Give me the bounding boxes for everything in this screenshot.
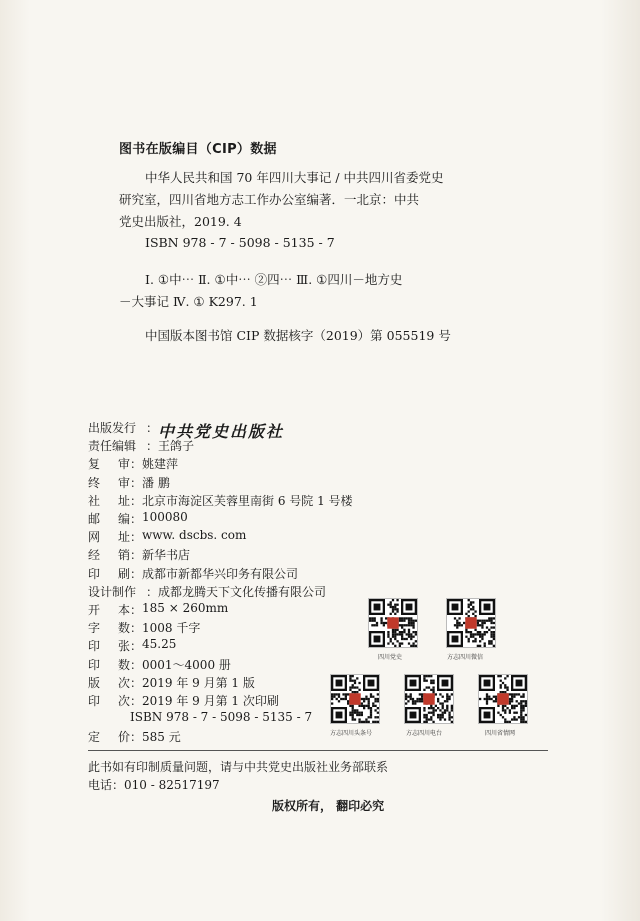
info-label: 印刷 [88, 566, 130, 581]
info-row [88, 510, 188, 527]
info-label: 开本 [88, 603, 130, 617]
qr-code-fangzhi-toutiao [330, 674, 380, 724]
quality-notice: 此书如有印制质量问题，请与中共党史出版社业务部联系 [88, 760, 389, 774]
info-colon: ： [130, 493, 143, 508]
info-row [88, 474, 170, 491]
info-row [88, 492, 353, 509]
info-row [88, 637, 176, 654]
info-row [88, 583, 326, 600]
info-colon: ： [146, 439, 159, 454]
info-row [88, 601, 228, 618]
info-value: 2019 年 9 月第 1 次印刷 [142, 694, 279, 708]
info-value: 585 元 [142, 730, 181, 745]
info-row [88, 674, 255, 691]
cip-line-2: 研究室，四川省地方志工作办公室编著．一北京：中共 [119, 192, 420, 207]
info-row [88, 619, 200, 636]
qr-caption-2: 方志四川微信 [447, 654, 484, 661]
info-colon: ： [130, 530, 143, 545]
info-value: 北京市海淀区芙蓉里南街 6 号院 1 号楼 [142, 493, 353, 508]
info-colon: ： [130, 730, 143, 745]
info-label: 出版发行 [88, 421, 137, 435]
info-colon: ： [130, 548, 143, 563]
info-row [88, 565, 298, 582]
cip-isbn: ISBN 978 - 7 - 5098 - 5135 - 7 [145, 235, 335, 250]
qr-caption-3: 方志四川头条号 [330, 730, 373, 737]
info-colon: ： [130, 512, 143, 526]
info-label: 印张 [88, 639, 130, 654]
qr-code-fangzhi-radio [404, 674, 454, 724]
info-colon: ： [146, 584, 159, 599]
info-value: 潘 鹏 [142, 475, 170, 490]
info-row [88, 710, 312, 724]
info-value: 1008 千字 [142, 621, 201, 636]
info-value: 成都市新都华兴印务有限公司 [142, 566, 299, 581]
info-value: 2019 年 9 月第 1 版 [142, 675, 255, 690]
cip-title: 图书在版编目（CIP）数据 [119, 142, 277, 157]
info-value: 新华书店 [142, 548, 191, 563]
info-row [88, 455, 178, 472]
info-row [88, 528, 246, 545]
info-label: 社址 [88, 493, 130, 508]
info-row [88, 728, 181, 745]
qr-caption-1: 四川党史 [378, 654, 403, 661]
qr-caption-5: 四川省情网 [485, 730, 516, 737]
info-colon: ： [130, 694, 143, 708]
cip-line-1: 中华人民共和国 70 年四川大事记 / 中共四川省委党史 [145, 170, 444, 185]
qr-code-sichuan-info-net [478, 674, 528, 724]
info-colon: ： [130, 675, 143, 690]
qr-code-sichuan-party-history [368, 598, 418, 648]
qr-code-fangzhi-wechat [446, 598, 496, 648]
divider-line [88, 750, 548, 751]
info-colon: ： [130, 657, 143, 672]
info-value: www. dscbs. com [142, 528, 247, 543]
cip-classification-2: －大事记 Ⅳ. ① K297. 1 [119, 294, 258, 309]
info-value: ISBN 978 - 7 - 5098 - 5135 - 7 [130, 710, 313, 725]
info-label: 定价 [88, 730, 130, 745]
info-colon: ： [130, 603, 143, 617]
info-value: 成都龙腾天下文化传播有限公司 [158, 584, 327, 599]
info-colon: ： [130, 475, 143, 490]
contact-phone: 电话：010 - 82517197 [88, 778, 220, 792]
info-row [88, 656, 231, 673]
info-colon: ： [130, 621, 143, 636]
info-label: 经销 [88, 548, 130, 563]
info-value: 姚建萍 [142, 457, 179, 472]
info-value: 0001～4000 册 [142, 657, 231, 672]
info-label: 终审 [88, 475, 130, 490]
info-label: 责任编辑 [88, 439, 137, 454]
info-label: 版次 [88, 675, 130, 690]
info-value: 100080 [142, 510, 188, 524]
info-label: 印数 [88, 657, 130, 672]
info-label: 邮编 [88, 512, 130, 526]
info-row [88, 546, 190, 563]
copyright-notice: 版权所有， 翻印必究 [272, 799, 385, 813]
info-label: 字数 [88, 621, 130, 636]
info-label: 印次 [88, 694, 130, 708]
info-label: 设计制作 [88, 584, 137, 599]
info-value: 王鸽子 [158, 439, 195, 454]
info-colon: ： [130, 566, 143, 581]
cip-line-3: 党史出版社，2019. 4 [119, 214, 242, 229]
qr-caption-4: 方志四川电台 [406, 730, 443, 737]
info-label: 网址 [88, 530, 130, 545]
info-colon: ： [146, 421, 159, 435]
info-row [88, 437, 194, 454]
info-value: 45.25 [142, 637, 177, 652]
info-label: 复审 [88, 457, 130, 472]
info-colon: ： [130, 457, 143, 472]
cip-classification-1: Ⅰ. ①中⋯ Ⅱ. ①中⋯ ②四⋯ Ⅲ. ①四川－地方史 [145, 272, 403, 287]
cip-library-number: 中国版本图书馆 CIP 数据核字（2019）第 055519 号 [145, 328, 451, 343]
info-value: 185 × 260mm [142, 601, 229, 615]
publisher-logo-text: 中共党史出版社 [158, 422, 285, 441]
info-row [88, 692, 279, 709]
info-colon: ： [130, 639, 143, 654]
